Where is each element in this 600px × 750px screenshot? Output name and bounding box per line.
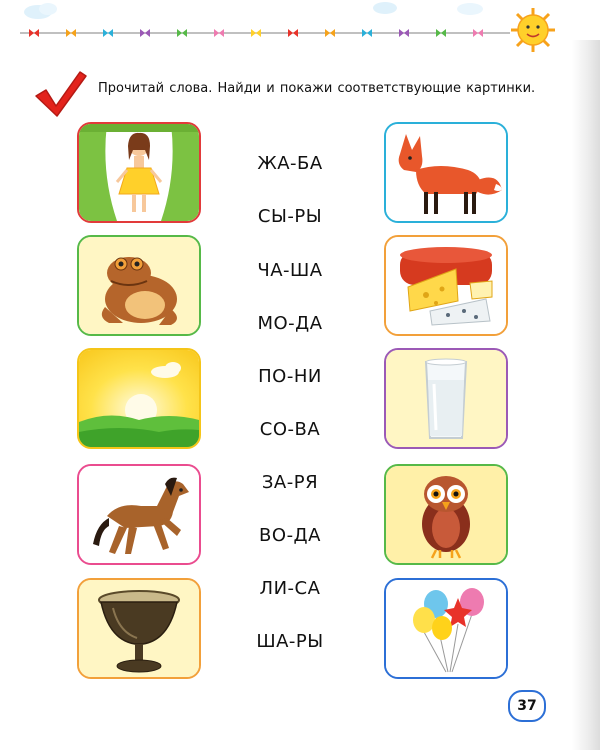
bow-icon: [177, 29, 187, 37]
toad-icon: [79, 237, 199, 334]
picture-card-cheese[interactable]: [384, 235, 508, 336]
horse-icon: [79, 466, 199, 563]
bow-icon: [399, 29, 409, 37]
bow-icon: [325, 29, 335, 37]
page-number: 37: [508, 690, 546, 722]
sunrise-icon: [79, 350, 199, 447]
fox-icon: [386, 124, 506, 221]
girl-dancer-icon: [79, 124, 199, 221]
bow-icon: [362, 29, 372, 37]
word-zhaba: ЖА-БА: [257, 153, 323, 174]
word-zarya: ЗА-РЯ: [261, 472, 319, 493]
bow-icon: [436, 29, 446, 37]
page-edge-shadow: [572, 40, 600, 750]
picture-card-girl[interactable]: [77, 122, 201, 223]
sun-icon: [511, 8, 555, 52]
picture-card-goblet[interactable]: [77, 578, 201, 679]
checkmark-icon: [32, 66, 88, 120]
bow-icon: [214, 29, 224, 37]
goblet-icon: [79, 580, 199, 677]
picture-card-balloons[interactable]: [384, 578, 508, 679]
picture-card-glass[interactable]: [384, 348, 508, 449]
bow-icon: [251, 29, 261, 37]
bow-icon: [29, 29, 39, 37]
bow-icon: [140, 29, 150, 37]
picture-card-owl[interactable]: [384, 464, 508, 565]
bow-icon: [103, 29, 113, 37]
cloud-icon: [373, 2, 483, 15]
picture-card-toad[interactable]: [77, 235, 201, 336]
balloons-icon: [386, 580, 506, 677]
word-chasha: ЧА-ША: [257, 260, 323, 281]
picture-card-fox[interactable]: [384, 122, 508, 223]
word-lisa: ЛИ-СА: [259, 578, 321, 599]
instruction-text: Прочитай слова. Найди и покажи соответствующие картинки.: [98, 81, 536, 96]
word-poni: ПО-НИ: [258, 366, 322, 387]
word-shary: ША-РЫ: [256, 631, 324, 652]
bow-icon: [66, 29, 76, 37]
word-syry: СЫ-РЫ: [257, 206, 323, 227]
owl-icon: [386, 466, 506, 563]
word-sova: СО-ВА: [259, 419, 321, 440]
bow-icon: [473, 29, 483, 37]
cheese-icon: [386, 237, 506, 334]
picture-card-sunrise[interactable]: [77, 348, 201, 449]
word-moda: МО-ДА: [257, 313, 323, 334]
glass-of-water-icon: [386, 350, 506, 447]
garland-decoration: [0, 0, 600, 60]
cloud-icon: [24, 3, 57, 19]
word-voda: ВО-ДА: [259, 525, 321, 546]
picture-card-horse[interactable]: [77, 464, 201, 565]
bow-icon: [288, 29, 298, 37]
